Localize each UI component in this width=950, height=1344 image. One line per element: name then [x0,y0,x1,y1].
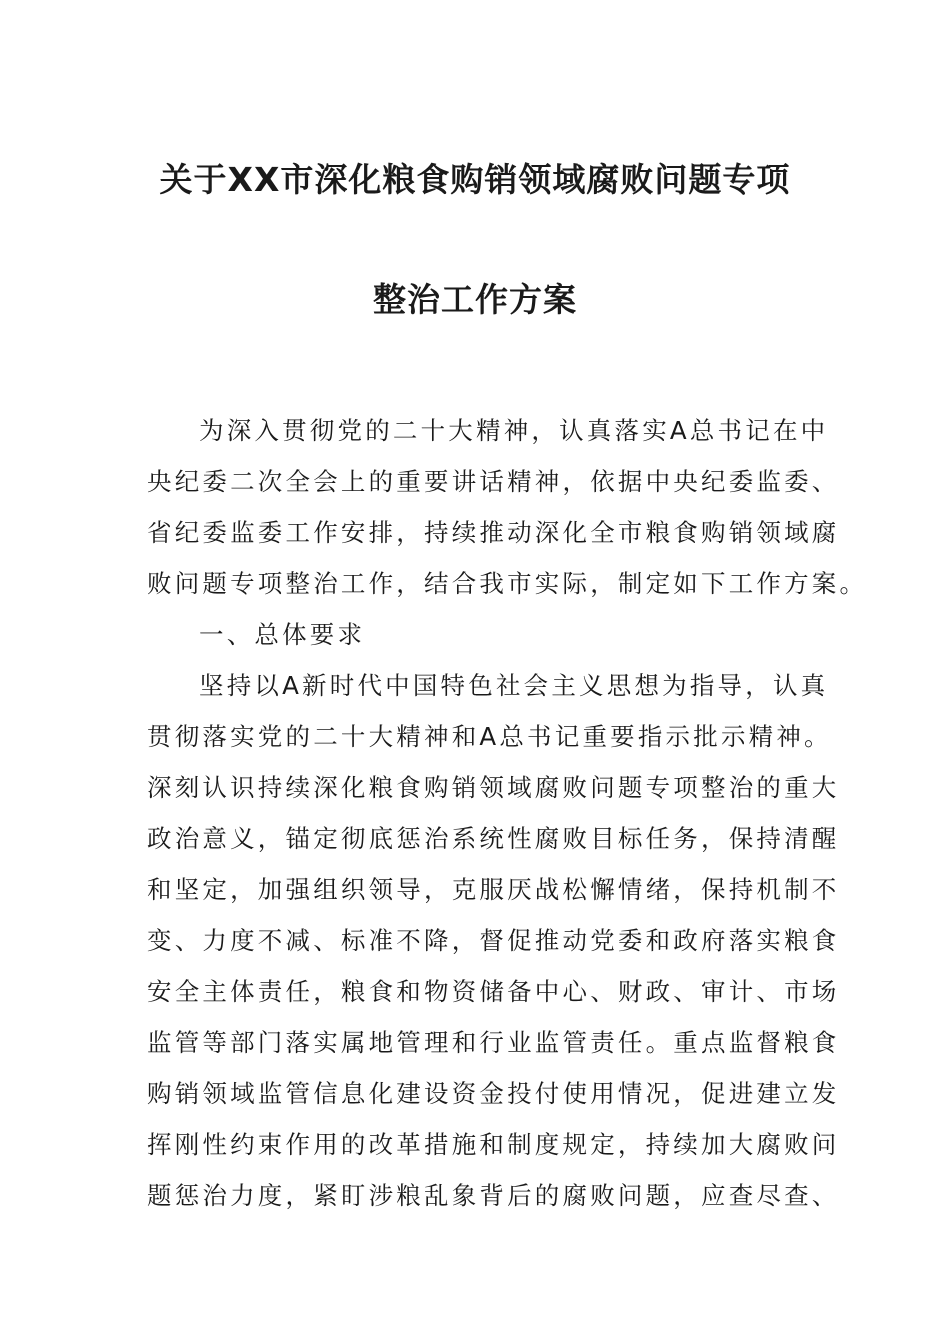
document-title-line-1: 关于XX市深化粮食购销领域腐败问题专项 [159,160,791,199]
paragraph-1-line-1: 为深入贯彻党的二十大精神，认真落实A总书记在中 [199,416,829,445]
paragraph-2-line-6: 变、力度不减、标准不降，督促推动党委和政府落实粮食 [147,926,840,955]
paragraph-1-line-3: 省纪委监委工作安排，持续推动深化全市粮食购销领域腐 [147,518,840,547]
paragraph-2-line-5: 和坚定，加强组织领导，克服厌战松懈情绪，保持机制不 [147,875,840,904]
document-title-line-2: 整治工作方案 [373,280,577,319]
paragraph-1-line-2: 央纪委二次全会上的重要讲话精神，依据中央纪委监委、 [147,467,840,496]
paragraph-2-line-8: 监管等部门落实属地管理和行业监管责任。重点监督粮食 [147,1028,840,1057]
paragraph-2-line-1: 坚持以A新时代中国特色社会主义思想为指导，认真 [199,671,829,700]
paragraph-2-line-7: 安全主体责任，粮食和物资储备中心、财政、审计、市场 [147,977,840,1006]
paragraph-1-line-4: 败问题专项整治工作，结合我市实际，制定如下工作方案。 [147,569,868,598]
paragraph-2-line-2: 贯彻落实党的二十大精神和A总书记重要指示批示精神。 [147,722,832,751]
paragraph-2-line-3: 深刻认识持续深化粮食购销领域腐败问题专项整治的重大 [147,773,840,802]
section-heading-1: 一、总体要求 [199,620,366,649]
paragraph-2-line-4: 政治意义，锚定彻底惩治系统性腐败目标任务，保持清醒 [147,824,840,853]
paragraph-2-line-10: 挥刚性约束作用的改革措施和制度规定，持续加大腐败问 [147,1130,840,1159]
paragraph-2-line-11: 题惩治力度，紧盯涉粮乱象背后的腐败问题，应查尽查、 [147,1181,840,1210]
paragraph-2-line-9: 购销领域监管信息化建设资金投付使用情况，促进建立发 [147,1079,840,1108]
document-body [147,405,868,1221]
